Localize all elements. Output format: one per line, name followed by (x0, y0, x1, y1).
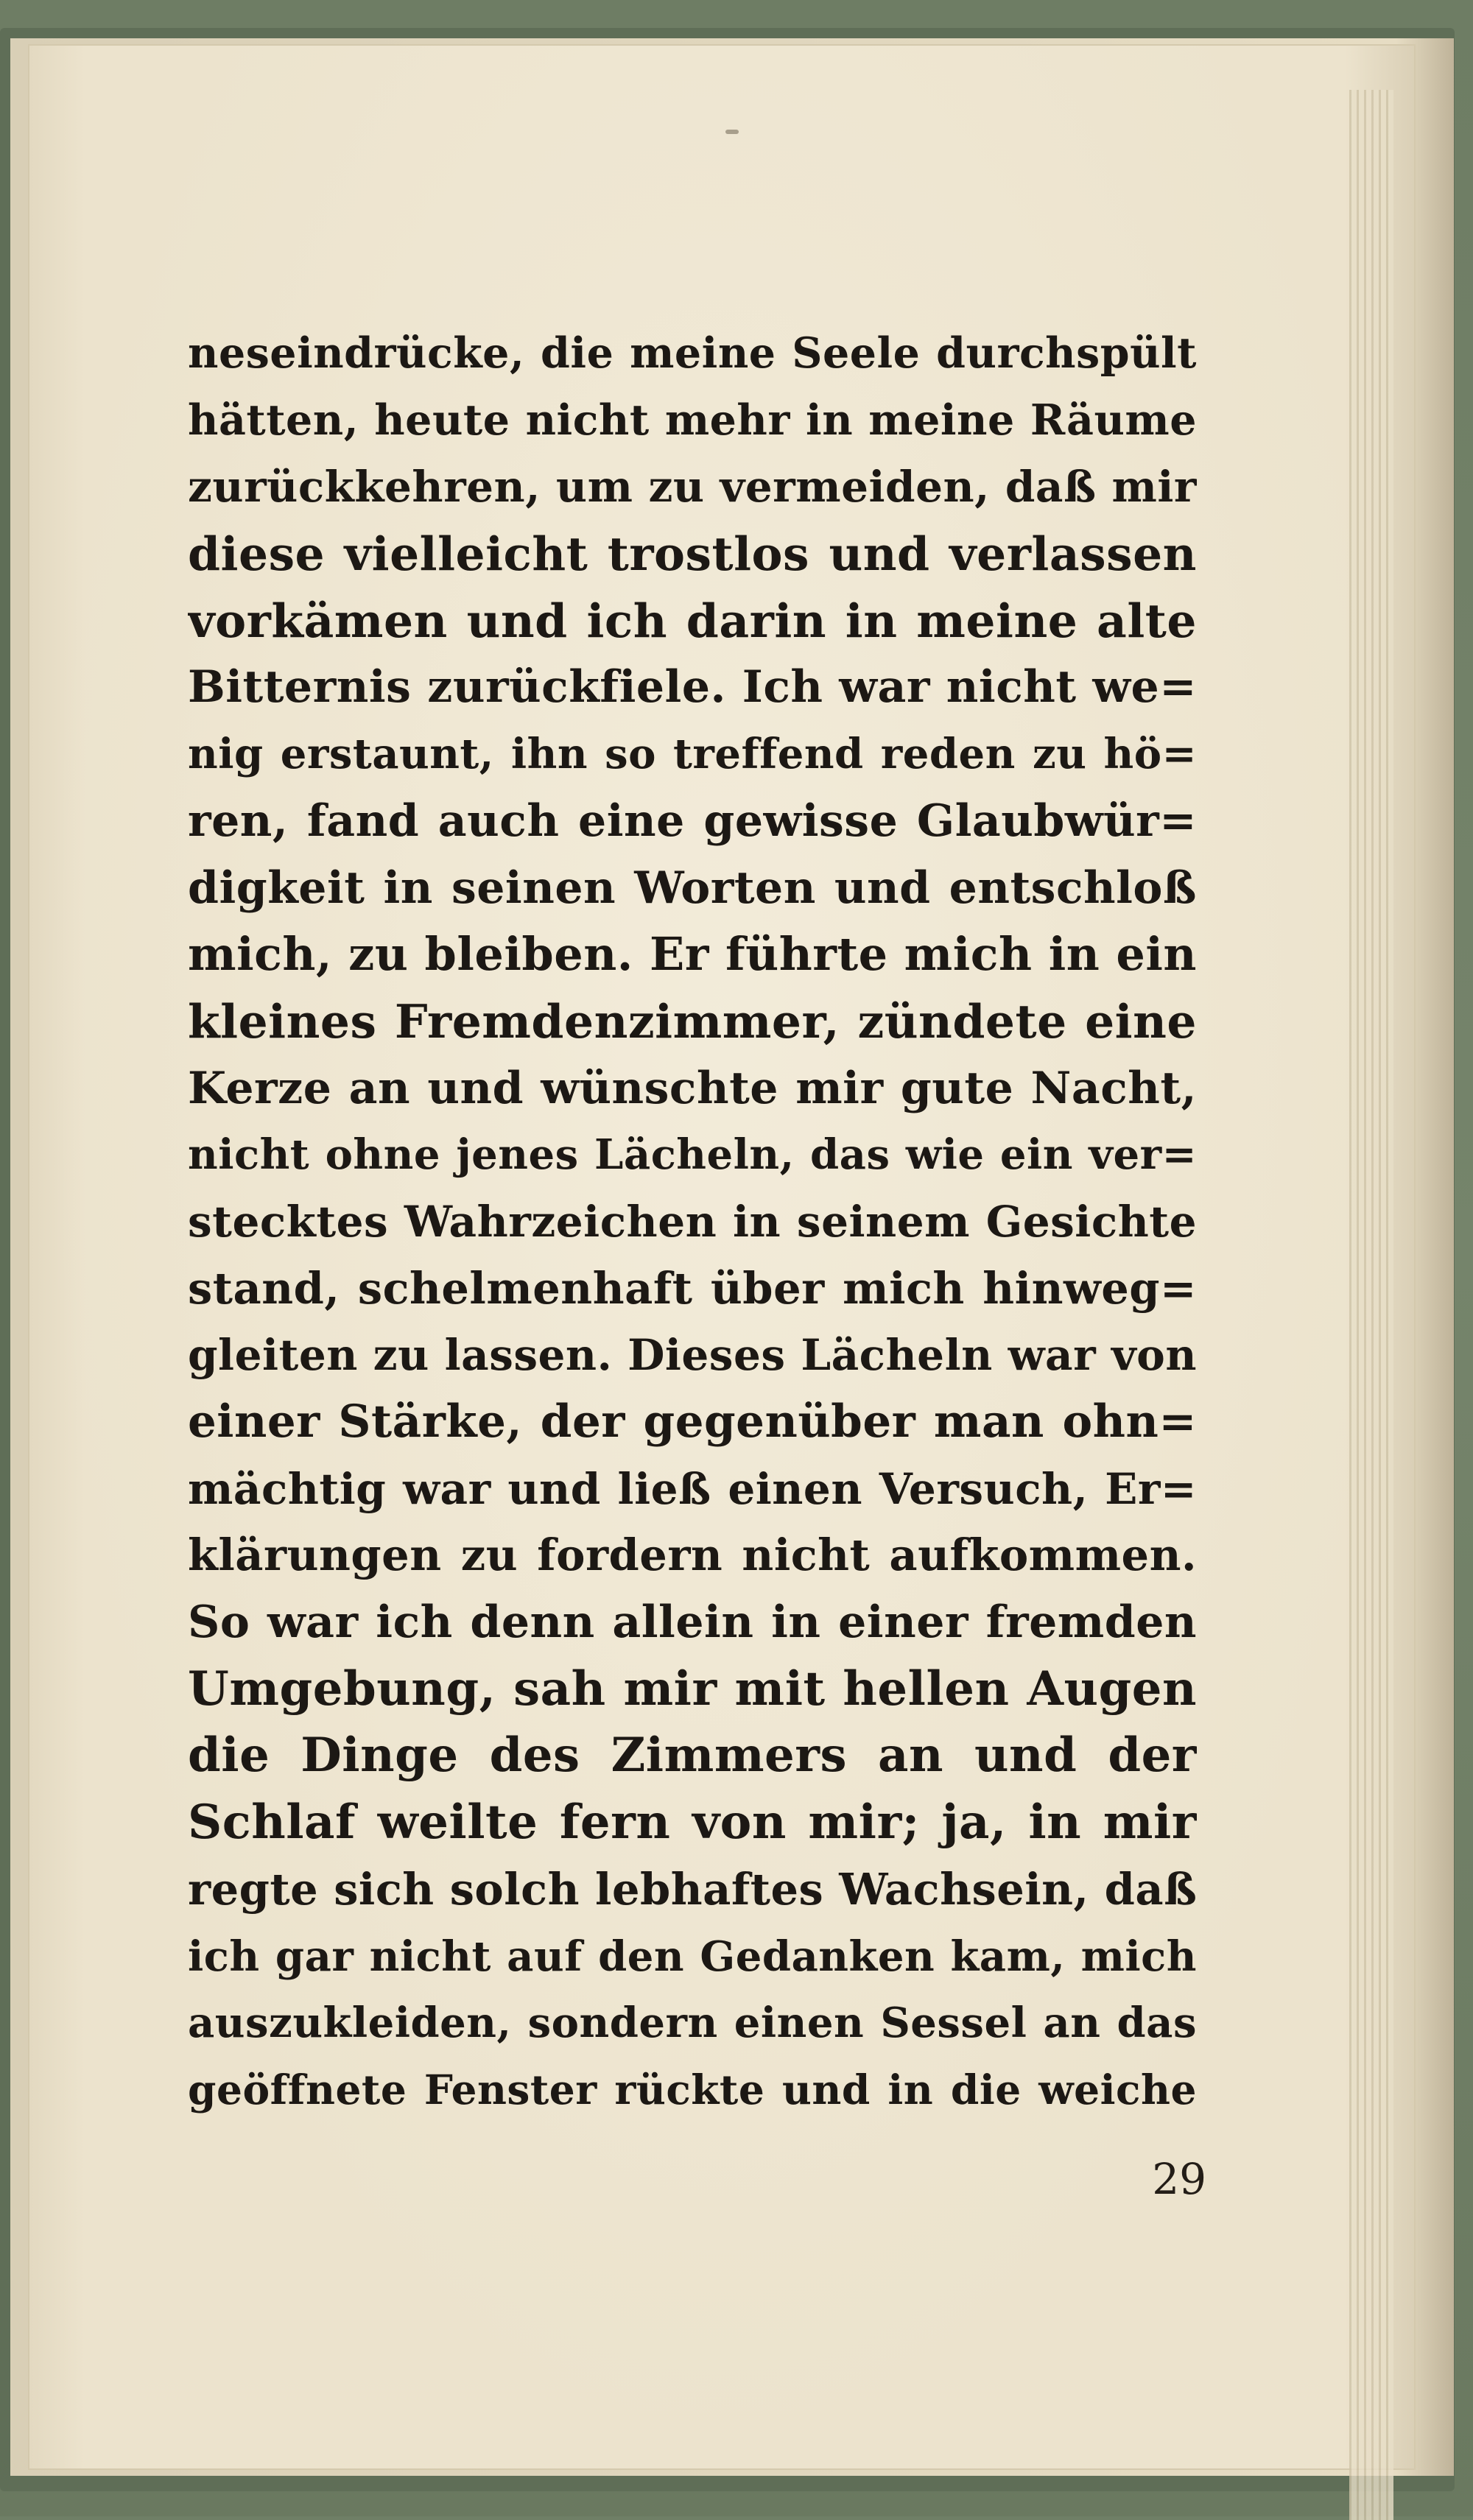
text-line: kleines Fremdenzimmer, zündete eine (188, 993, 1197, 1049)
text-line: stand, schelmenhaft über mich hinweg= (188, 1262, 1197, 1314)
text-line: Bitternis zurückfiele. Ich war nicht we= (188, 661, 1197, 714)
text-line: die Dinge des Zimmers an und der (188, 1728, 1197, 1784)
text-line: auszukleiden, sondern einen Sessel an das (188, 1999, 1197, 2048)
page-edges (1349, 90, 1393, 2520)
text-line: geöffnete Fenster rückte und in die weiche (188, 2065, 1197, 2114)
text-line: mich, zu bleiben. Er führte mich in ein (188, 927, 1197, 982)
text-line: hätten, heute nicht mehr in meine Räume (188, 395, 1197, 445)
text-line: mächtig war und ließ einen Versuch, Er= (188, 1463, 1197, 1514)
text-line: Umgebung, sah mir mit hellen Augen (188, 1661, 1197, 1717)
text-line: digkeit in seinen Worten und entschloß (188, 862, 1197, 914)
text-line: einer Stärke, der gegenüber man ohn= (188, 1395, 1197, 1448)
text-line: diese vielleicht trostlos und verlassen (188, 527, 1197, 582)
text-line: Kerze an und wünschte mir gute Nacht, (188, 1062, 1197, 1114)
text-line: zurückkehren, um zu vermeiden, daß mir (188, 462, 1197, 513)
text-line: ich gar nicht auf den Gedanken kam, mich (188, 1932, 1197, 1981)
text-line: vorkämen und ich darin in meine alte (188, 593, 1197, 648)
text-line: nig erstaunt, ihn so treffend reden zu hö= (188, 730, 1197, 779)
text-line: neseindrücke, die meine Seele durchspült (188, 328, 1197, 378)
text-line: ren, fand auch eine gewisse Glaubwür= (188, 795, 1197, 847)
text-line: stecktes Wahrzeichen in seinem Gesichte (188, 1196, 1197, 1247)
text-line: Schlaf weilte fern von mir; ja, in mir (188, 1795, 1197, 1851)
text-line: gleiten zu lassen. Dieses Lächeln war von (188, 1330, 1197, 1381)
text-line: So war ich denn allein in einer fremden (188, 1597, 1197, 1649)
text-line: klärungen zu fordern nicht aufkommen. (188, 1530, 1197, 1581)
paper-speck (725, 130, 739, 134)
text-line: regte sich solch lebhaftes Wachsein, daß (188, 1863, 1197, 1915)
body-text (188, 320, 1197, 2124)
page-number: 29 (1152, 2154, 1206, 2204)
text-line: nicht ohne jenes Lächeln, das wie ein ver= (188, 1130, 1197, 1180)
